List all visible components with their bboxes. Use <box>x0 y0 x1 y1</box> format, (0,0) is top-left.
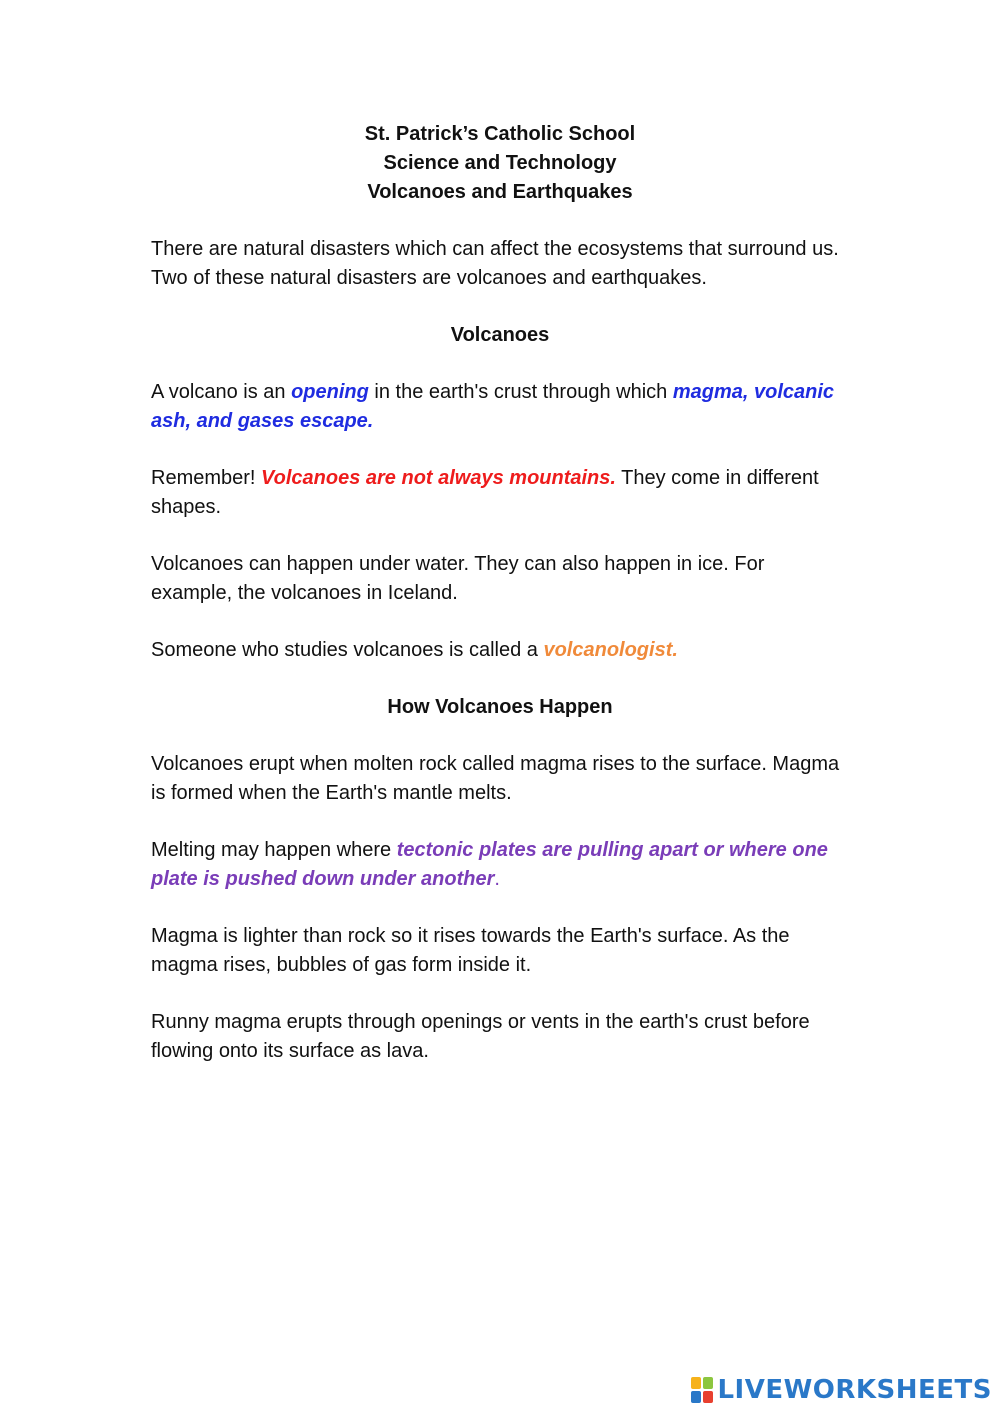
liveworksheets-logo <box>691 1373 992 1407</box>
volcano-definition-paragraph <box>151 378 851 436</box>
volcanologist-text: Someone who studies volcanoes is called a <box>151 639 544 661</box>
opening-highlight: opening <box>291 381 369 403</box>
volcanologist-paragraph <box>151 636 851 665</box>
mountains-highlight: Volcanoes are not always mountains. <box>261 467 616 489</box>
magma-lighter-paragraph: Magma is lighter than rock so it rises towards the Earth's surface. As the magma rises, bubbles of gas form inside it. <box>151 925 790 976</box>
worksheet-page <box>151 120 851 1094</box>
water-ice-paragraph: Volcanoes can happen under water. They can also happen in ice. For example, the volcanoes in Iceland. <box>151 553 765 604</box>
escape-highlight: magma, volcanic ash, and gases escape. <box>151 381 835 432</box>
logo-mark-icon <box>691 1377 713 1403</box>
logo-text: LIVEWORKSHEETS <box>717 1375 992 1405</box>
section-title-how: How Volcanoes Happen <box>387 696 613 718</box>
tectonic-highlight: tectonic plates are pulling apart or where one plate is pushed down under another <box>151 839 828 890</box>
school-name: St. Patrick’s Catholic School <box>364 123 636 145</box>
intro-paragraph: There are natural disasters which can affect the ecosystems that surround us. Two of these natural disasters are volcanoes and earthquakes. <box>151 238 839 289</box>
runny-magma-paragraph: Runny magma erupts through openings or vents in the earth's crust before flowing onto its surface as lava. <box>151 1011 810 1062</box>
definition-text-1: A volcano is an <box>151 381 292 403</box>
document-header <box>151 120 849 207</box>
volcanologist-highlight: volcanologist. <box>543 639 678 661</box>
definition-text-2: in the earth's crust through which <box>368 381 673 403</box>
subject-title: Science and Technology <box>383 152 617 174</box>
topic-title: Volcanoes and Earthquakes <box>367 181 633 203</box>
section-title-volcanoes: Volcanoes <box>450 324 550 346</box>
remember-label: Remember! <box>151 467 262 489</box>
melting-paragraph <box>151 836 851 894</box>
remember-text: They come in different shapes. <box>151 467 819 518</box>
remember-paragraph <box>151 464 851 522</box>
erupt-paragraph: Volcanoes erupt when molten rock called magma rises to the surface. Magma is formed when the Earth's mantle melts. <box>151 753 840 804</box>
melting-period: . <box>494 868 500 890</box>
melting-text: Melting may happen where <box>151 839 397 861</box>
